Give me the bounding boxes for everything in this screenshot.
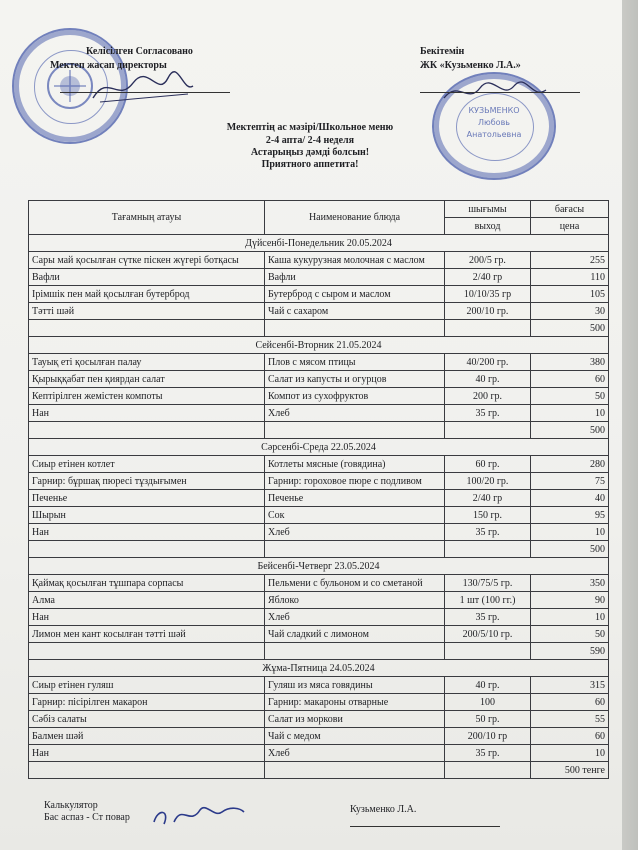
dish-name-ru: Плов с мясом птицы	[265, 354, 445, 371]
day-total: 500	[531, 422, 609, 439]
empty-cell	[445, 541, 531, 558]
footer-signer: Кузьменко Л.А.	[350, 804, 417, 815]
dish-yield: 130/75/5 гр.	[445, 575, 531, 592]
right-signature-icon	[440, 78, 550, 108]
dish-name-kz: Сары май қосылған сүтке піскен жүгері ботқасы	[29, 252, 265, 269]
table-row	[29, 575, 609, 592]
table-row	[29, 626, 609, 643]
day-total: 500	[531, 541, 609, 558]
dish-price: 50	[531, 626, 609, 643]
dish-name-ru: Чай сладкий с лимоном	[265, 626, 445, 643]
day-header-row	[29, 660, 609, 677]
dish-price: 105	[531, 286, 609, 303]
day-header-row	[29, 439, 609, 456]
dish-name-kz: Сиыр етінен гуляш	[29, 677, 265, 694]
approval-left-line2: Мектеп жасап директоры	[50, 60, 167, 71]
dish-price: 10	[531, 745, 609, 762]
dish-name-ru: Чай с медом	[265, 728, 445, 745]
day-header-row	[29, 558, 609, 575]
dish-yield: 1 шт (100 гг.)	[445, 592, 531, 609]
dish-price: 90	[531, 592, 609, 609]
stamp-surname: КУЗЬМЕНКО	[468, 106, 520, 115]
dish-price: 110	[531, 269, 609, 286]
day-total-row	[29, 762, 609, 779]
dish-yield: 2/40 гр	[445, 269, 531, 286]
dish-name-ru: Хлеб	[265, 405, 445, 422]
table-row	[29, 745, 609, 762]
col-header-yield-ru: выход	[445, 218, 531, 235]
empty-cell	[265, 422, 445, 439]
dish-name-kz: Қаймақ қосылған тұшпара сорпасы	[29, 575, 265, 592]
dish-yield: 50 гр.	[445, 711, 531, 728]
dish-yield: 2/40 гр	[445, 490, 531, 507]
dish-name-ru: Хлеб	[265, 609, 445, 626]
footer-chef: Бас аспаз - Ст повар	[44, 812, 130, 823]
table-row	[29, 354, 609, 371]
table-row	[29, 694, 609, 711]
day-title: Сәрсенбі-Среда 22.05.2024	[29, 439, 609, 456]
dish-name-ru: Вафли	[265, 269, 445, 286]
dish-name-ru: Салат из капусты и огурцов	[265, 371, 445, 388]
dish-yield: 35 гр.	[445, 745, 531, 762]
day-header-row	[29, 235, 609, 252]
dish-name-kz: Нан	[29, 745, 265, 762]
day-header-row	[29, 337, 609, 354]
dish-price: 50	[531, 388, 609, 405]
dish-name-kz: Алма	[29, 592, 265, 609]
empty-cell	[29, 320, 265, 337]
title-line2: 2-4 апта/ 2-4 неделя	[265, 135, 355, 146]
empty-cell	[445, 320, 531, 337]
day-total: 500 тенге	[531, 762, 609, 779]
dish-price: 60	[531, 371, 609, 388]
empty-cell	[265, 643, 445, 660]
title-line4: Приятного аппетита!	[261, 159, 359, 170]
empty-cell	[29, 422, 265, 439]
dish-yield: 200/5 гр.	[445, 252, 531, 269]
dish-price: 75	[531, 473, 609, 490]
dish-yield: 100	[445, 694, 531, 711]
dish-yield: 200/10 гр.	[445, 303, 531, 320]
dish-price: 30	[531, 303, 609, 320]
day-title: Жұма-Пятница 24.05.2024	[29, 660, 609, 677]
day-total: 500	[531, 320, 609, 337]
dish-yield: 60 гр.	[445, 456, 531, 473]
footer-calculator: Калькулятор	[44, 800, 98, 811]
stamp-name: Любовь	[477, 118, 510, 127]
day-total-row	[29, 541, 609, 558]
day-total-row	[29, 422, 609, 439]
table-row	[29, 609, 609, 626]
table-row	[29, 473, 609, 490]
dish-price: 10	[531, 609, 609, 626]
dish-name-ru: Компот из сухофруктов	[265, 388, 445, 405]
dish-price: 55	[531, 711, 609, 728]
stamp-patronymic: Анатольевна	[466, 130, 522, 139]
table-row	[29, 711, 609, 728]
dish-name-ru: Яблоко	[265, 592, 445, 609]
table-row	[29, 524, 609, 541]
empty-cell	[445, 643, 531, 660]
table-row	[29, 677, 609, 694]
dish-name-kz: Тауық еті қосылған палау	[29, 354, 265, 371]
dish-name-kz: Қырыққабат пен қиярдан салат	[29, 371, 265, 388]
dish-name-kz: Ірімшік пен май қосылған бутерброд	[29, 286, 265, 303]
dish-name-ru: Котлеты мясные (говядина)	[265, 456, 445, 473]
dish-name-ru: Чай с сахаром	[265, 303, 445, 320]
dish-name-ru: Гарнир: гороховое пюре с подливом	[265, 473, 445, 490]
dish-yield: 35 гр.	[445, 524, 531, 541]
menu-table	[28, 200, 609, 779]
dish-price: 10	[531, 405, 609, 422]
title-line1: Мектептің ас мәзірі/Школьное меню	[226, 122, 394, 133]
dish-yield: 200/10 гр	[445, 728, 531, 745]
dish-yield: 10/10/35 гр	[445, 286, 531, 303]
dish-price: 255	[531, 252, 609, 269]
dish-name-ru: Хлеб	[265, 745, 445, 762]
table-row	[29, 592, 609, 609]
dish-price: 60	[531, 694, 609, 711]
dish-price: 40	[531, 490, 609, 507]
right-signature-line	[420, 92, 580, 93]
dish-name-kz: Гарнир: пісірілген макарон	[29, 694, 265, 711]
approval-right-line1: Бекітемін	[420, 46, 465, 57]
table-row	[29, 388, 609, 405]
chef-signature-icon	[148, 798, 248, 832]
footer-signer-line	[350, 826, 500, 827]
col-header-price-kz: бағасы	[531, 201, 609, 218]
dish-name-kz: Нан	[29, 405, 265, 422]
table-row	[29, 371, 609, 388]
dish-name-ru: Салат из моркови	[265, 711, 445, 728]
dish-name-kz: Нан	[29, 524, 265, 541]
dish-yield: 40 гр.	[445, 677, 531, 694]
dish-name-kz: Сәбіз салаты	[29, 711, 265, 728]
day-total: 590	[531, 643, 609, 660]
table-row	[29, 269, 609, 286]
dish-name-kz: Балмен шәй	[29, 728, 265, 745]
table-row	[29, 286, 609, 303]
table-row	[29, 252, 609, 269]
empty-cell	[445, 422, 531, 439]
dish-name-kz: Вафли	[29, 269, 265, 286]
dish-name-ru: Гуляш из мяса говядины	[265, 677, 445, 694]
empty-cell	[29, 541, 265, 558]
table-row	[29, 728, 609, 745]
dish-yield: 150 гр.	[445, 507, 531, 524]
dish-price: 380	[531, 354, 609, 371]
dish-name-ru: Гарнир: макароны отварные	[265, 694, 445, 711]
dish-price: 350	[531, 575, 609, 592]
empty-cell	[29, 643, 265, 660]
dish-yield: 40/200 гр.	[445, 354, 531, 371]
dish-price: 95	[531, 507, 609, 524]
dish-yield: 35 гр.	[445, 405, 531, 422]
col-header-kz: Тағамның атауы	[29, 201, 265, 235]
dish-yield: 100/20 гр.	[445, 473, 531, 490]
dish-yield: 200 гр.	[445, 388, 531, 405]
dish-name-ru: Печенье	[265, 490, 445, 507]
empty-cell	[265, 320, 445, 337]
dish-name-kz: Нан	[29, 609, 265, 626]
dish-name-ru: Хлеб	[265, 524, 445, 541]
page-edge	[622, 0, 638, 850]
table-row	[29, 490, 609, 507]
dish-price: 10	[531, 524, 609, 541]
dish-price: 280	[531, 456, 609, 473]
day-title: Дүйсенбі-Понедельник 20.05.2024	[29, 235, 609, 252]
col-header-price-ru: цена	[531, 218, 609, 235]
approval-left-line1: Келісілген Согласовано	[86, 46, 193, 57]
dish-name-ru: Пельмени с бульоном и со сметаной	[265, 575, 445, 592]
dish-yield: 40 гр.	[445, 371, 531, 388]
table-row	[29, 303, 609, 320]
dish-name-ru: Бутерброд с сыром и маслом	[265, 286, 445, 303]
header-row-top	[29, 201, 609, 218]
dish-name-kz: Печенье	[29, 490, 265, 507]
approval-right-line2: ЖК «Кузьменко Л.А.»	[420, 60, 521, 71]
dish-name-kz: Лимон мен кант косылған тәтті шәй	[29, 626, 265, 643]
table-row	[29, 507, 609, 524]
col-header-yield-kz: шығымы	[445, 201, 531, 218]
dish-name-kz: Сиыр етінен котлет	[29, 456, 265, 473]
table-row	[29, 456, 609, 473]
dish-name-kz: Гарнир: бұршақ пюресі тұздығымен	[29, 473, 265, 490]
dish-name-ru: Сок	[265, 507, 445, 524]
empty-cell	[445, 762, 531, 779]
day-total-row	[29, 320, 609, 337]
day-total-row	[29, 643, 609, 660]
title-line3: Астарыңыз дәмді болсын!	[250, 147, 370, 158]
empty-cell	[29, 762, 265, 779]
dish-name-kz: Шырын	[29, 507, 265, 524]
dish-name-ru: Каша кукурузная молочная с маслом	[265, 252, 445, 269]
dish-price: 315	[531, 677, 609, 694]
col-header-ru: Наименование блюда	[265, 201, 445, 235]
empty-cell	[265, 541, 445, 558]
day-title: Сейсенбі-Вторник 21.05.2024	[29, 337, 609, 354]
left-signature-line	[60, 92, 230, 93]
dish-name-kz: Тәтті шәй	[29, 303, 265, 320]
table-row	[29, 405, 609, 422]
day-title: Бейсенбі-Четверг 23.05.2024	[29, 558, 609, 575]
dish-yield: 35 гр.	[445, 609, 531, 626]
left-signature-icon	[88, 68, 198, 108]
dish-price: 60	[531, 728, 609, 745]
dish-name-kz: Кептірілген жемістен компоты	[29, 388, 265, 405]
dish-yield: 200/5/10 гр.	[445, 626, 531, 643]
empty-cell	[265, 762, 445, 779]
